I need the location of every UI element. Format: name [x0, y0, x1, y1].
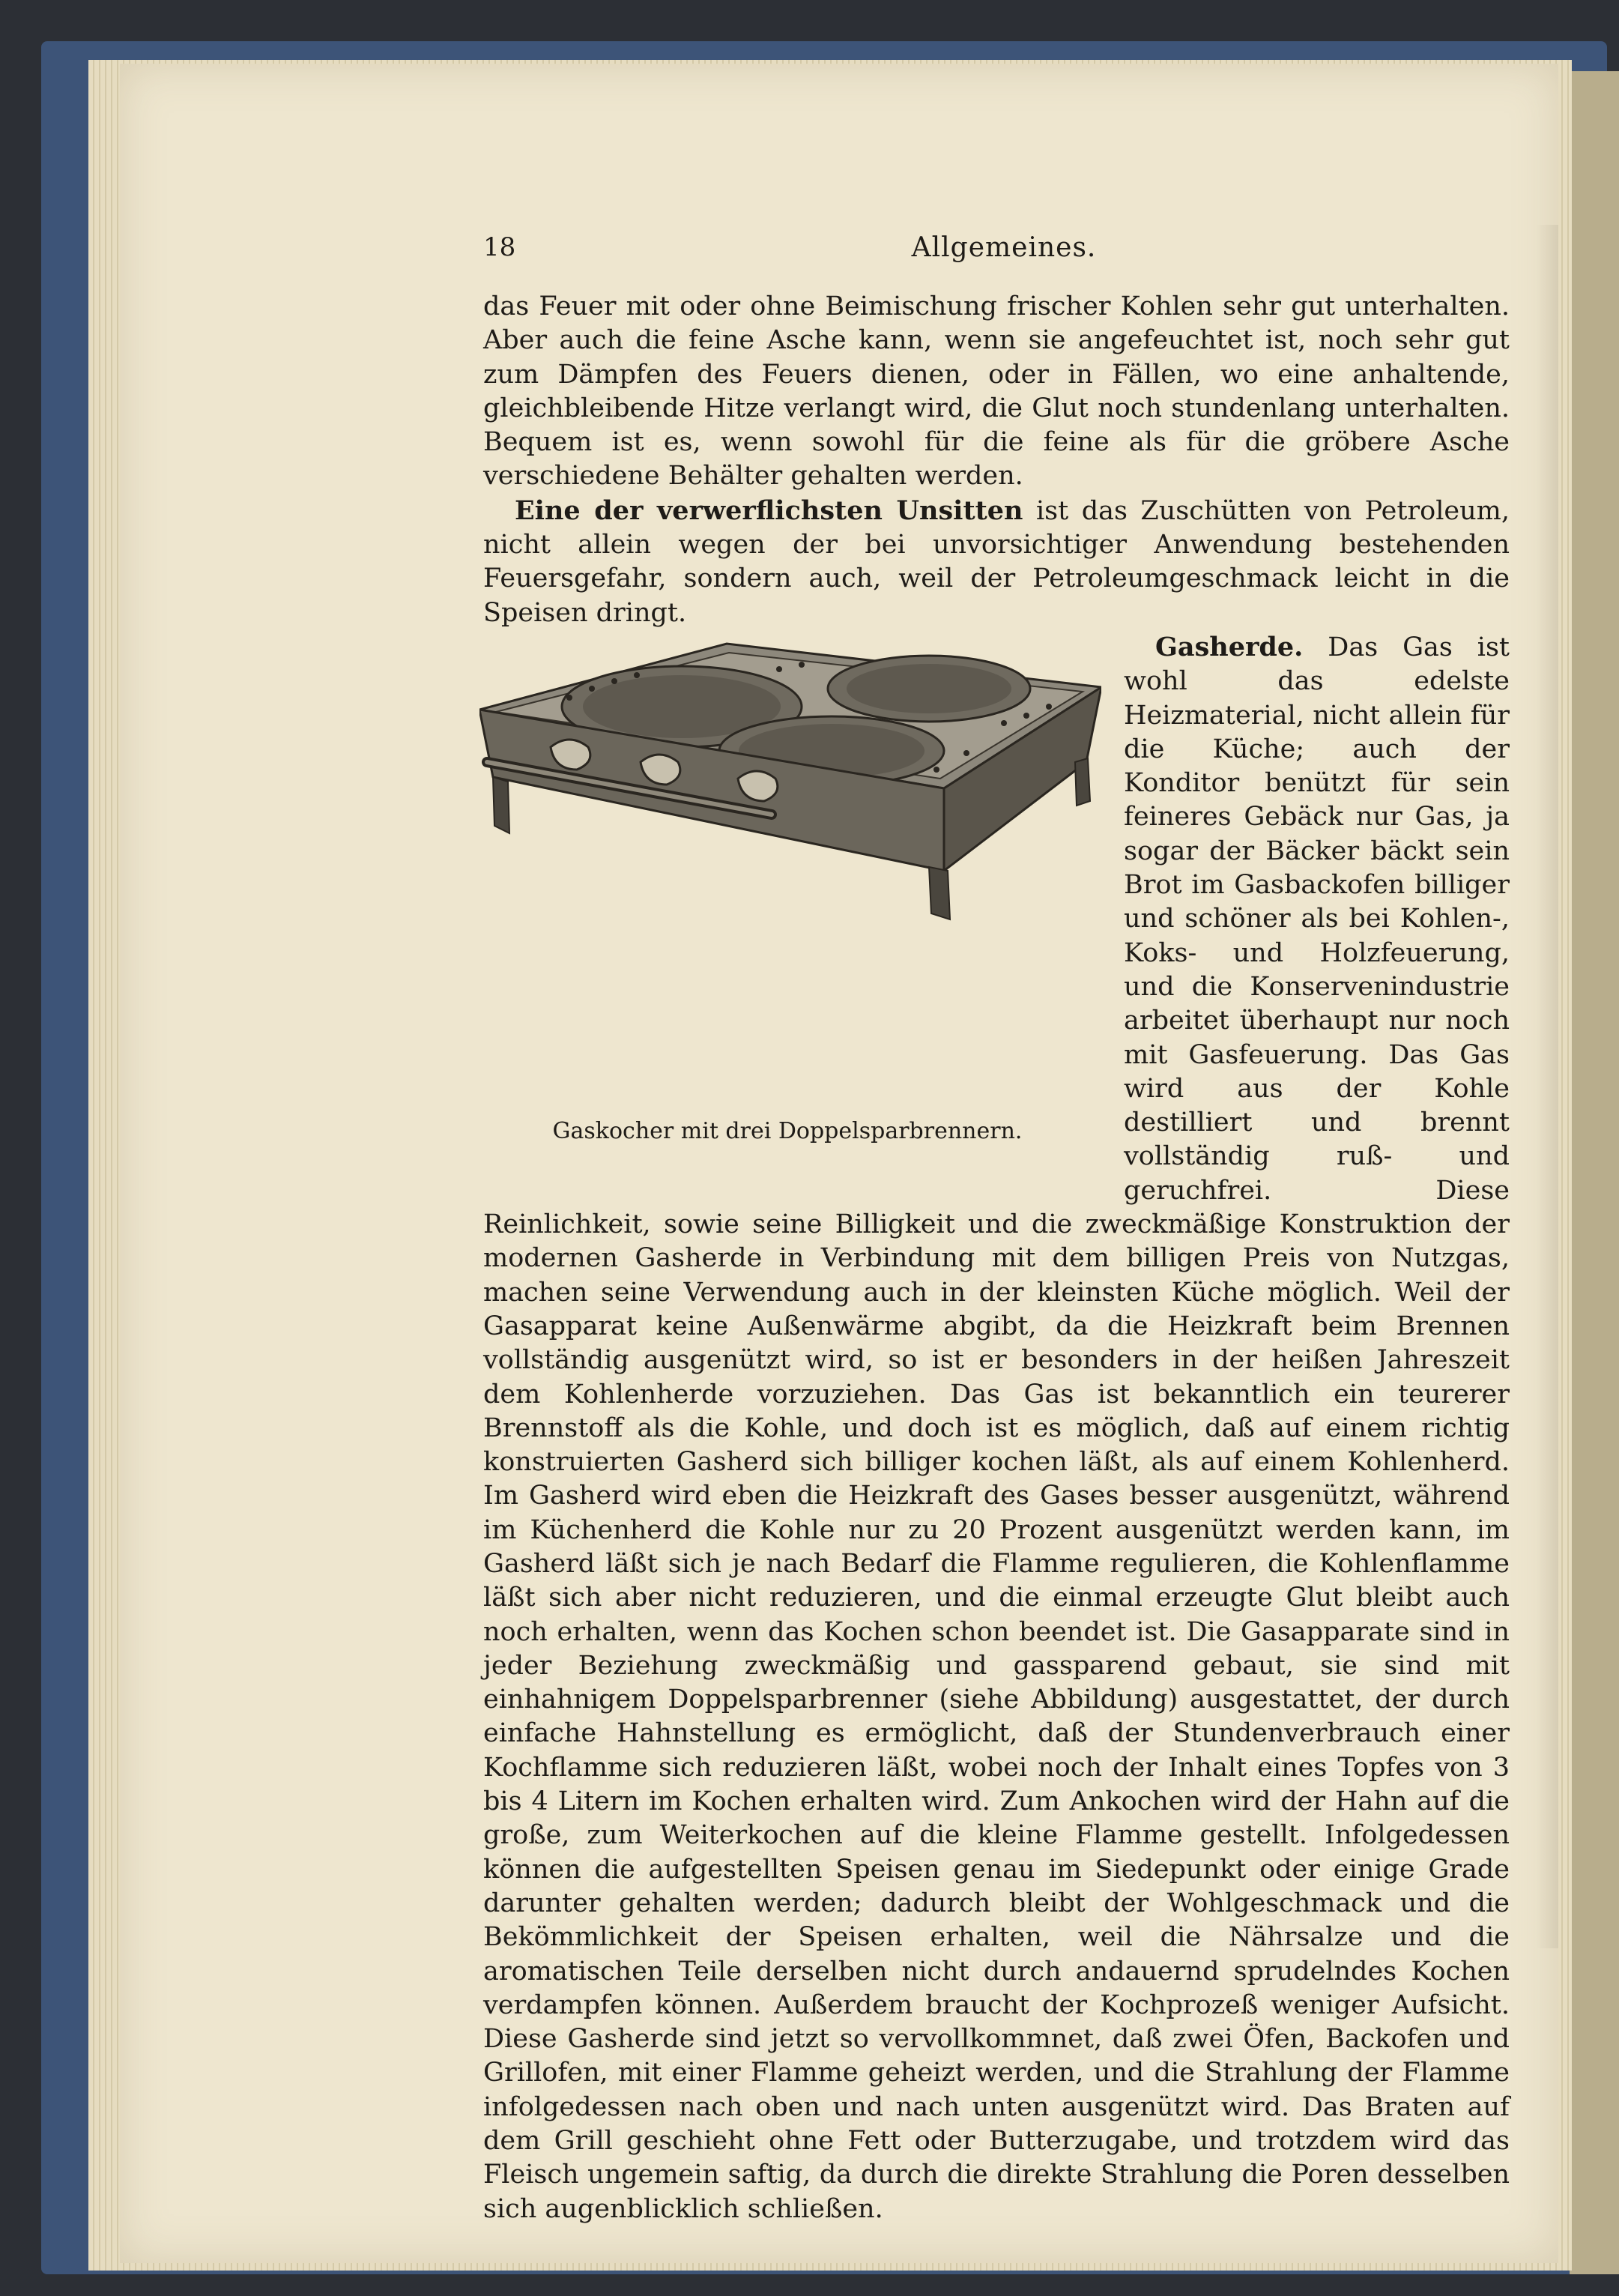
running-head: Allgemeines. — [911, 232, 1097, 263]
paragraph-3-text: Das Gas ist wohl das edelste Heizmaterial, nicht allein für die Küche; auch der Konditor benützt für sein feineres Gebäck nur Gas, ja sogar der Bäcker bäckt sein Brot im Gasbackofen billiger und schöner als bei Kohlen-, Koks- und Holzfeuerung, und die Konservenindustrie arbeitet überhaupt nur noch mit Gasfeuerung. Das Gas wird aus der Kohle destilliert und brennt vollständig ruß- und geruchfrei. Diese Reinlichkeit, sowie seine Billigkeit und die zweckmäßige Konstruktion der modernen Gasherde in Verbindung mit dem billigen Preis von Nutzgas, machen seine Verwendung auch in der kleinsten Küche möglich. Weil der Gasapparat keine Außenwärme abgibt, da die Heizkraft beim Brennen vollständig ausgenützt wird, so ist er besonders in der heißen Jahreszeit dem Kohlenherde vorzuziehen. Das Gas ist bekanntlich ein teurerer Brennstoff als die Kohle, und doch ist es möglich, daß auf einem richtig konstruierten Gasherd sich billiger kochen läßt, als auf einem Kohlenherd. Im Gasherd wird eben die Heizkraft des Gases besser ausgenützt, während im Küchenherd die Kohle nur zu 20 Prozent ausgenützt werden kann, im Gasherd läßt sich je nach Bedarf die Flamme regulieren, die Kohlenflamme läßt sich aber nicht reduzieren, und die einmal erzeugte Glut bleibt auch noch erhalten, wenn das Kochen schon beendet ist. Die Gasapparate sind in jeder Beziehung zweckmäßig und gassparend gebaut, sie sind mit einhahnigem Doppelsparbrenner (siehe Abbildung) ausgestattet, der durch einfache Hahnstellung es ermöglicht, daß der Stundenverbrauch einer Kochflamme sich reduzieren läßt, wobei noch der Inhalt eines Topfes von 3 bis 4 Litern im Kochen erhalten wird. Zum Ankochen wird der Hahn auf die große, zum Weiterkochen auf die kleine Flamme gestellt. Infolgedessen können die aufgestellten Speisen genau im Siedepunkt oder einige Grade darunter gehalten werden; dadurch bleibt der Wohlgeschmack und die Bekömmlichkeit der Speisen erhalten, weil die Nährsalze und die aromatischen Teile derselben nicht durch andauernd sprudelndes Kochen verdampfen können. Außerdem braucht der Kochprozeß weniger Aufsicht. Diese Gasherde sind jetzt so vervollkommnet, daß zwei Öfen, Backofen und Grillofen, mit einer Flamme geheizt werden, und die Strahlung der Flamme infolgedessen nach oben und nach unten ausgenützt wird. Das Braten auf dem Grill geschieht ohne Fett oder Butterzugabe, und trotzdem wird das Fleisch ungemein saftig, da durch die direkte Strahlung die Poren desselben sich augenblicklich schließen. — [483, 632, 1510, 2224]
paragraph-1 — [483, 290, 1510, 494]
paragraph-1-text: das Feuer mit oder ohne Beimischung frischer Kohlen sehr gut unterhalten. Aber auch die feine Asche kann, wenn sie angefeuchtet ist, noch sehr gut zum Dämpfen des Feuers dienen, oder in Fällen, wo eine anhaltende, gleichbleibende Hitze verlangt wird, die Glut noch stundenlang unterhalten. Bequem ist es, wenn sowohl für die feine als für die gröbere Asche verschiedene Behälter gehalten werden. — [483, 291, 1510, 492]
figure-caption: Gaskocher mit drei Doppelsparbrennern. — [552, 1117, 1023, 1144]
paragraph-3-lead: Gasherde. — [1155, 631, 1304, 662]
show-through — [1536, 225, 1558, 1948]
gas-cooker-illustration — [479, 635, 1101, 1107]
paragraph-2-text: ist das Zuschütten von Petroleum, nicht allein wegen der bei unvorsichtiger Anwendung bestehenden Feuersgefahr, sondern auch, weil der Petroleumgeschmack leicht in die Speisen dringt. — [483, 495, 1510, 628]
paragraph-2-lead: Eine der verwerflichsten Unsitten — [515, 495, 1023, 526]
figure-gas-cooker — [479, 635, 1101, 1174]
paragraph-3 — [483, 630, 1510, 2226]
page-text-block — [483, 229, 1510, 2226]
paragraph-2 — [483, 494, 1510, 630]
facing-page-edge — [1570, 71, 1619, 2274]
page-number: 18 — [483, 232, 516, 262]
page-header — [483, 229, 1510, 266]
